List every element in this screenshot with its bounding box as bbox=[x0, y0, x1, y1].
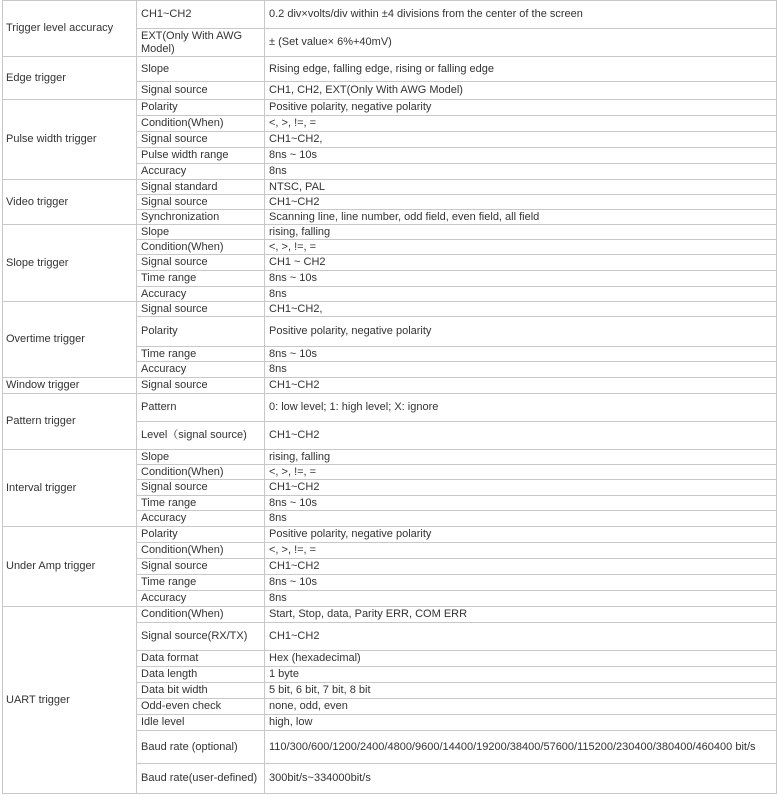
parameter-cell: Accuracy bbox=[137, 164, 265, 180]
parameter-cell: Signal source bbox=[137, 82, 265, 100]
value-cell: Rising edge, falling edge, rising or falling edge bbox=[265, 57, 777, 82]
parameter-cell: Signal source(RX/TX) bbox=[137, 623, 265, 651]
parameter-cell: Idle level bbox=[137, 715, 265, 731]
category-cell: UART trigger bbox=[3, 607, 137, 794]
parameter-cell: Accuracy bbox=[137, 287, 265, 302]
table-row bbox=[3, 527, 777, 543]
parameter-cell: Signal source bbox=[137, 132, 265, 148]
parameter-cell: Accuracy bbox=[137, 511, 265, 527]
parameter-cell: Accuracy bbox=[137, 362, 265, 378]
value-cell: CH1~CH2 bbox=[265, 480, 777, 496]
parameter-cell: Slope bbox=[137, 57, 265, 82]
parameter-cell: EXT(Only With AWG Model) bbox=[137, 29, 265, 57]
value-cell: CH1~CH2 bbox=[265, 559, 777, 575]
parameter-cell: Signal source bbox=[137, 378, 265, 394]
category-cell: Video trigger bbox=[3, 180, 137, 225]
parameter-cell: Slope bbox=[137, 450, 265, 465]
parameter-cell: Condition(When) bbox=[137, 240, 265, 255]
trigger-spec-table bbox=[2, 0, 777, 794]
category-cell: Overtime trigger bbox=[3, 302, 137, 378]
parameter-cell: Condition(When) bbox=[137, 607, 265, 623]
parameter-cell: Signal source bbox=[137, 255, 265, 271]
parameter-cell: Time range bbox=[137, 347, 265, 362]
value-cell: ± (Set value× 6%+40mV) bbox=[265, 29, 777, 57]
value-cell: 8ns ~ 10s bbox=[265, 271, 777, 287]
value-cell: 5 bit, 6 bit, 7 bit, 8 bit bbox=[265, 683, 777, 699]
parameter-cell: CH1~CH2 bbox=[137, 1, 265, 29]
parameter-cell: Slope bbox=[137, 225, 265, 240]
value-cell: CH1~CH2 bbox=[265, 378, 777, 394]
table-row bbox=[3, 607, 777, 623]
value-cell: CH1~CH2 bbox=[265, 623, 777, 651]
value-cell: 8ns bbox=[265, 287, 777, 302]
parameter-cell: Level（signal source) bbox=[137, 422, 265, 450]
value-cell: 110/300/600/1200/2400/4800/9600/14400/19200/38400/57600/115200/230400/380400/460400 bit/s bbox=[265, 731, 777, 764]
parameter-cell: Polarity bbox=[137, 317, 265, 347]
category-cell: Edge trigger bbox=[3, 57, 137, 100]
category-cell: Interval trigger bbox=[3, 450, 137, 527]
parameter-cell: Pattern bbox=[137, 394, 265, 422]
value-cell: Hex (hexadecimal) bbox=[265, 651, 777, 667]
value-cell: 300bit/s~334000bit/s bbox=[265, 764, 777, 794]
table-row bbox=[3, 450, 777, 465]
parameter-cell: Condition(When) bbox=[137, 465, 265, 480]
value-cell: Scanning line, line number, odd field, even field, all field bbox=[265, 210, 777, 225]
value-cell: NTSC, PAL bbox=[265, 180, 777, 195]
parameter-cell: Synchronization bbox=[137, 210, 265, 225]
value-cell: 8ns bbox=[265, 591, 777, 607]
value-cell: Positive polarity, negative polarity bbox=[265, 527, 777, 543]
value-cell: none, odd, even bbox=[265, 699, 777, 715]
category-cell: Under Amp trigger bbox=[3, 527, 137, 607]
parameter-cell: Signal standard bbox=[137, 180, 265, 195]
parameter-cell: Polarity bbox=[137, 100, 265, 116]
parameter-cell: Polarity bbox=[137, 527, 265, 543]
value-cell: 8ns ~ 10s bbox=[265, 496, 777, 511]
category-cell: Trigger level accuracy bbox=[3, 1, 137, 57]
spec-table-body bbox=[3, 1, 777, 794]
parameter-cell: Baud rate (optional) bbox=[137, 731, 265, 764]
table-row bbox=[3, 1, 777, 29]
parameter-cell: Data format bbox=[137, 651, 265, 667]
table-row bbox=[3, 225, 777, 240]
value-cell: <, >, !=, = bbox=[265, 116, 777, 132]
value-cell: 8ns bbox=[265, 511, 777, 527]
value-cell: Start, Stop, data, Parity ERR, COM ERR bbox=[265, 607, 777, 623]
parameter-cell: Accuracy bbox=[137, 591, 265, 607]
value-cell: <, >, !=, = bbox=[265, 240, 777, 255]
table-row bbox=[3, 394, 777, 422]
parameter-cell: Signal source bbox=[137, 559, 265, 575]
value-cell: CH1~CH2, bbox=[265, 132, 777, 148]
parameter-cell: Signal source bbox=[137, 480, 265, 496]
value-cell: 8ns bbox=[265, 164, 777, 180]
value-cell: CH1~CH2 bbox=[265, 195, 777, 210]
table-row bbox=[3, 378, 777, 394]
value-cell: CH1~CH2, bbox=[265, 302, 777, 317]
value-cell: 8ns ~ 10s bbox=[265, 575, 777, 591]
value-cell: Positive polarity, negative polarity bbox=[265, 100, 777, 116]
parameter-cell: Time range bbox=[137, 496, 265, 511]
value-cell: rising, falling bbox=[265, 225, 777, 240]
value-cell: 0.2 div×volts/div within ±4 divisions from the center of the screen bbox=[265, 1, 777, 29]
parameter-cell: Condition(When) bbox=[137, 543, 265, 559]
table-row bbox=[3, 302, 777, 317]
value-cell: rising, falling bbox=[265, 450, 777, 465]
parameter-cell: Baud rate(user-defined) bbox=[137, 764, 265, 794]
category-cell: Slope trigger bbox=[3, 225, 137, 302]
value-cell: Positive polarity, negative polarity bbox=[265, 317, 777, 347]
value-cell: CH1 ~ CH2 bbox=[265, 255, 777, 271]
table-row bbox=[3, 180, 777, 195]
value-cell: <, >, !=, = bbox=[265, 465, 777, 480]
category-cell: Pattern trigger bbox=[3, 394, 137, 450]
value-cell: high, low bbox=[265, 715, 777, 731]
value-cell: 0: low level; 1: high level; X: ignore bbox=[265, 394, 777, 422]
value-cell: 8ns ~ 10s bbox=[265, 347, 777, 362]
parameter-cell: Signal source bbox=[137, 195, 265, 210]
parameter-cell: Odd-even check bbox=[137, 699, 265, 715]
value-cell: <, >, !=, = bbox=[265, 543, 777, 559]
parameter-cell: Signal source bbox=[137, 302, 265, 317]
value-cell: 8ns ~ 10s bbox=[265, 148, 777, 164]
category-cell: Window trigger bbox=[3, 378, 137, 394]
table-row bbox=[3, 57, 777, 82]
value-cell: CH1~CH2 bbox=[265, 422, 777, 450]
category-cell: Pulse width trigger bbox=[3, 100, 137, 180]
parameter-cell: Time range bbox=[137, 575, 265, 591]
parameter-cell: Time range bbox=[137, 271, 265, 287]
parameter-cell: Data length bbox=[137, 667, 265, 683]
value-cell: 8ns bbox=[265, 362, 777, 378]
table-row bbox=[3, 100, 777, 116]
parameter-cell: Data bit width bbox=[137, 683, 265, 699]
parameter-cell: Condition(When) bbox=[137, 116, 265, 132]
value-cell: 1 byte bbox=[265, 667, 777, 683]
parameter-cell: Pulse width range bbox=[137, 148, 265, 164]
value-cell: CH1, CH2, EXT(Only With AWG Model) bbox=[265, 82, 777, 100]
